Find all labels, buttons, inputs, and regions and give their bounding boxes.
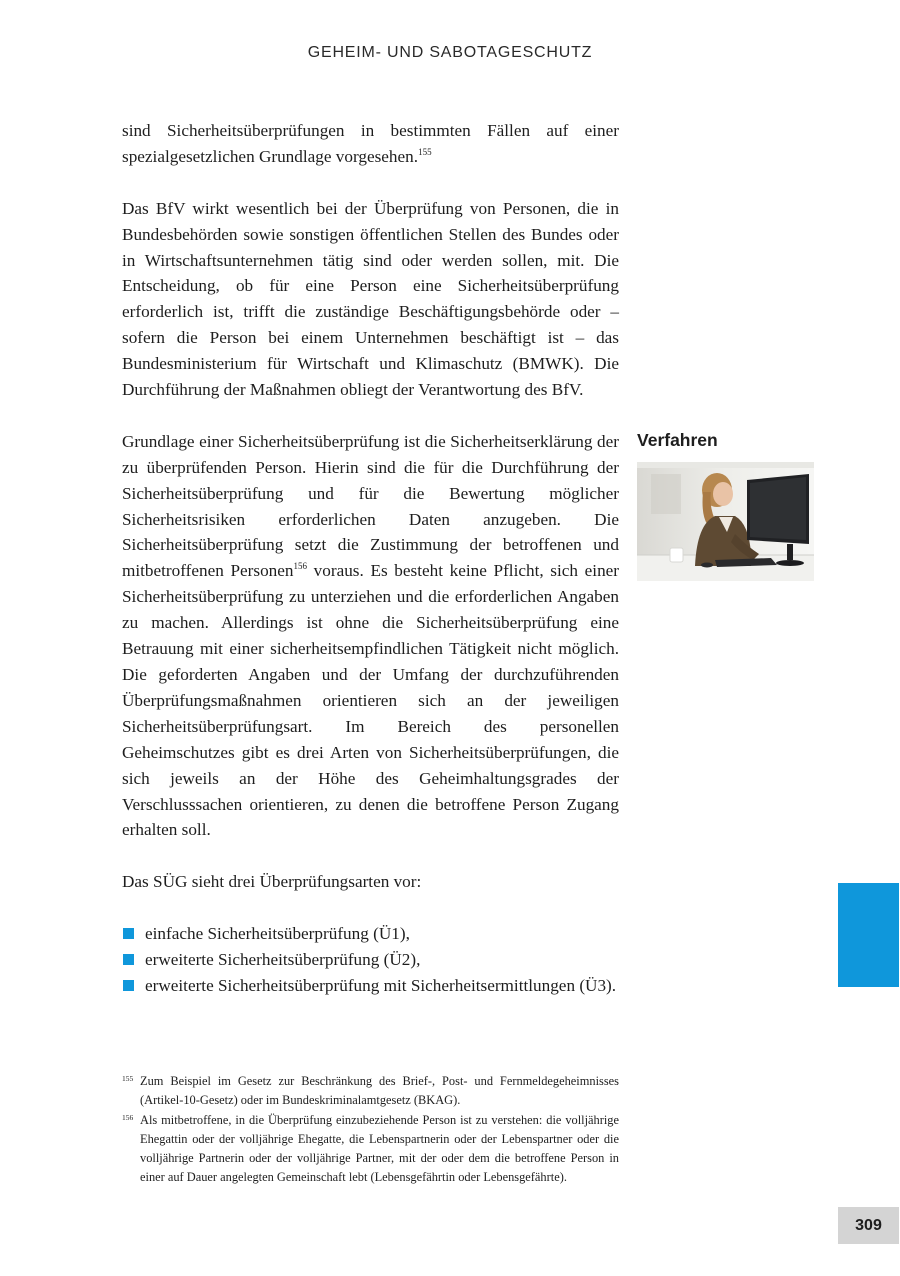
footnote-155: 155 Zum Beispiel im Gesetz zur Beschränkung des Brief-, Post- und Fernmeldegeheimnisses (Artikel-10-Gesetz) oder im Bundeskriminalamtgesetz (BKAG). [122,1074,619,1108]
chapter-tab-marker [838,883,899,987]
footnote-156: 156 Als mitbetroffene, in die Überprüfung einzubeziehende Person ist zu verstehen: die volljährige Ehegattin oder der volljährige Ehegatte, die Lebenspartnerin oder der Lebenspartner oder die volljährige Partnerin oder der volljährige Partner, mit der oder dem die betroffene Person in einer auf Dauer angelegten Gemeinschaft lebt (Lebensgefährtin oder Lebensgefährte). [122,1112,619,1185]
square-bullet-icon [123,980,134,991]
footnotes [122,1072,619,1188]
bullet-item: einfache Sicherheitsüberprüfung (Ü1), [121,921,619,947]
footnote-number: 155 [122,1074,134,1083]
page-number: 309 [838,1207,899,1244]
paragraph-1: sind Sicherheitsüberprüfungen in bestimmten Fällen auf einer spezialgesetzlichen Grundlage vorgesehen.$^{155}$ [122,121,619,166]
paragraph-4: Das SÜG sieht drei Überprüfungsarten vor: [122,872,422,892]
bullet-list [122,921,619,999]
paragraph-2: Das BfV wirkt wesentlich bei der Überprüfung von Personen, die in Bundesbehörden sowie sonstigen öffentlichen Stellen des Bundes oder in Wirtschaftsunternehmen tätig sind oder werden sollen, mit. Die Entscheidung, ob für eine Person eine Sicherheitsüberprüfung erforderlich ist, trifft die zuständige Beschäftigungsbehörde oder – sofern die Person bei einem Unternehmen beschäftigt ist – das Bundesministerium für Wirtschaft und Klimaschutz (BMWK). Die Durchführung der Maßnahmen obliegt der Verantwortung des BfV. [122,198,619,400]
margin-heading: Verfahren [637,430,718,450]
bullet-item: erweiterte Sicherheitsüberprüfung (Ü2), [121,947,619,973]
square-bullet-icon [123,928,134,939]
office-photo [637,462,814,581]
footnote-ref-155[interactable]: 155 [418,146,432,157]
paragraph-3: Grundlage einer Sicherheitsüberprüfung ist die Sicherheitserklärung der zu überprüfenden Person. Hierin sind die für die Durchführung der Sicherheitsüberprüfung und für die Bewertung möglicher Sicherheitsrisiken erforderlichen Daten anzugeben. Die Sicherheitsüberprüfung setzt die Zustimmung der betroffenen und mitbetroffenen Personen$^{156}$ voraus. Es besteht keine Pflicht, sich einer Sicherheitsüberprüfung zu unterziehen und die erforderlichen Angaben zu machen. Allerdings ist ohne die Sicherheitsüberprüfung eine Betrauung mit einer sicherheitsempfindlichen Tätigkeit nicht möglich. Die geforderten Angaben und der Umfang der durchzuführenden Überprüfungsmaßnahmen orientieren sich an der jeweiligen Sicherheitsüberprüfungsart. Im Bereich des personellen Geheimschutzes gibt es drei Arten von Sicherheitsüberprüfungen, die sich jeweils an der Höhe des Geheimhaltungsgrades der Verschlusssachen orientieren, zu denen die betroffene Person Zugang erhalten soll. [122,431,620,840]
running-header: GEHEIM- UND SABOTAGESCHUTZ [307,44,593,61]
footnote-ref-156[interactable]: 156 [293,561,307,572]
footnote-number: 156 [122,1112,134,1122]
square-bullet-icon [123,954,134,965]
main-text-column [122,118,619,999]
woman-at-computer-illustration [637,462,814,581]
bullet-item: erweiterte Sicherheitsüberprüfung mit Sicherheitsermittlungen (Ü3). [121,973,619,999]
